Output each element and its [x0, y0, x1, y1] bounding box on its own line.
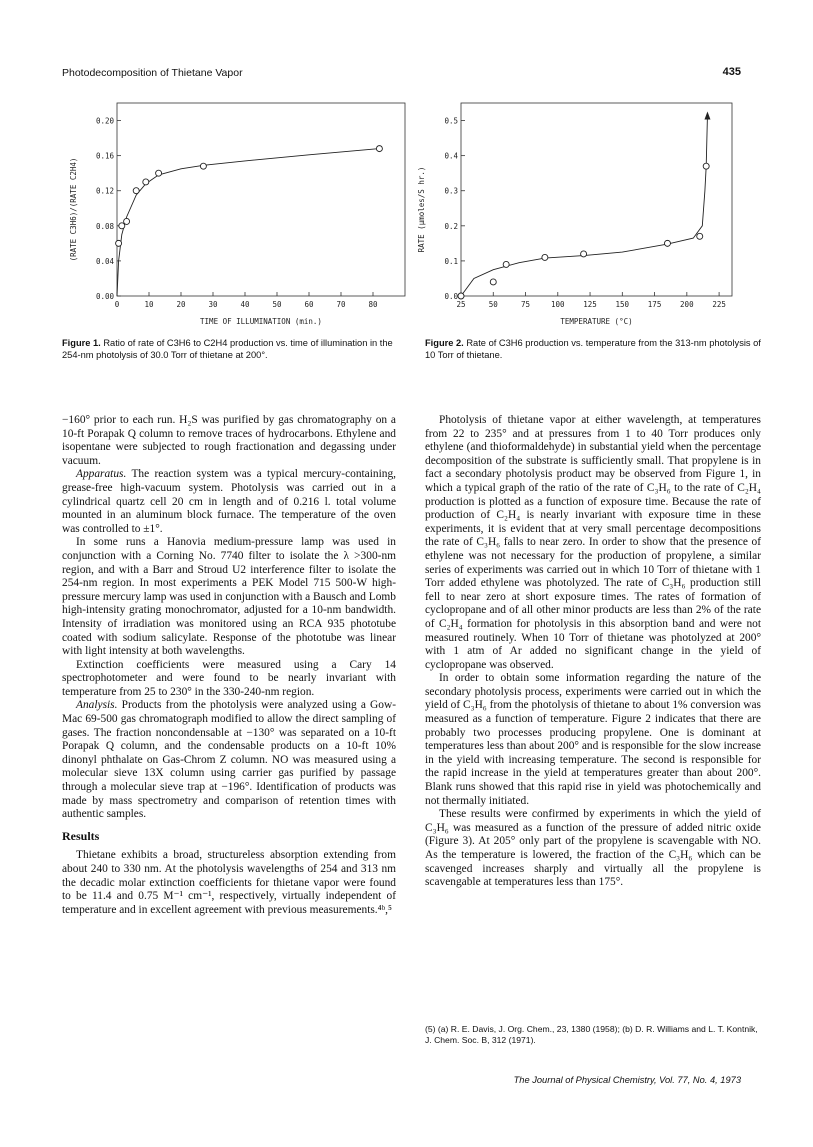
x-tick-label: 60 — [304, 300, 314, 309]
paragraph-text: The reaction system was a typical mercury-containing, grease-free high-vacuum system. Photolysis was carried out in a cylindrical quartz cell 20 cm in length and of 0.216 l. total volume mounted in an aluminum block furnace. The temperature of the oven was controlled to ±1°. — [62, 468, 396, 535]
x-tick-label: 50 — [272, 300, 282, 309]
y-tick-label: 0.4 — [444, 151, 458, 161]
x-tick-label: 70 — [336, 300, 346, 309]
data-point — [124, 218, 130, 224]
x-axis-label: TIME OF ILLUMINATION (min.) — [200, 317, 322, 326]
data-point — [697, 233, 703, 239]
x-tick-label: 80 — [368, 300, 378, 309]
x-tick-label: 0 — [114, 300, 120, 309]
x-axis-label: TEMPERATURE (°C) — [560, 317, 633, 326]
figure-2 — [410, 98, 740, 330]
y-tick-label: 0.00 — [95, 292, 114, 301]
figure-2-caption-label: Figure 2. — [425, 338, 464, 348]
data-point — [119, 223, 125, 229]
data-point — [664, 240, 670, 246]
figure-1 — [62, 98, 412, 330]
data-point — [458, 293, 464, 299]
figure-1-caption-text: Ratio of rate of C3H6 to C2H4 production vs. time of illumination in the 254-nm photolysis of 30.0 Torr of thietane at 200°. — [62, 338, 393, 360]
arrow-head — [704, 112, 710, 120]
page-number: 435 — [722, 66, 741, 78]
paragraph: −160° prior to each run. H₂S was purified by gas chromatography on a 10-ft Porapak Q column to remove traces of hydrocarbons. Ethylene and isopentane were subjected to rough fractionation and degassing under vacuum. — [62, 414, 396, 467]
y-tick-label: 0.1 — [444, 256, 458, 266]
paragraph: Thietane exhibits a broad, structureless absorption extending from about 240 to 330 nm. At the photolysis wavelengths of 254 and 313 nm the decadic molar extinction coefficients for thietane vapor were found to be 11.4 and 0.75 M⁻¹ cm⁻¹, respectively, virtually independent of temperature and in excellent agreement with previous measurements.⁴ᵇ,⁵ — [62, 849, 396, 916]
figure-1-chart — [62, 98, 412, 330]
x-tick-label: 75 — [521, 300, 531, 309]
x-tick-label: 150 — [615, 300, 630, 309]
x-tick-label: 200 — [680, 300, 694, 309]
x-tick-label: 40 — [240, 300, 250, 309]
paragraph: Extinction coefficients were measured using a Cary 14 spectrophotometer and were found to be nearly invariant with temperature from 25 to 230° in the 330-240-nm region. — [62, 658, 396, 698]
y-tick-label: 0.0 — [444, 292, 458, 301]
data-point — [376, 146, 382, 152]
running-head: Photodecomposition of Thietane Vapor — [62, 67, 243, 79]
journal-footer: The Journal of Physical Chemistry, Vol. 77, No. 4, 1973 — [513, 1075, 741, 1085]
paragraph-text: Products from the photolysis were analyzed using a Gow-Mac 69-500 gas chromatograph modified to allow the direct sampling of gases. The fraction noncondensable at −130° was separated on a 10-ft Porapak Q column, and the condensable products on a 10-ft 10% dinonyl phthalate on Gas-Chrom Z column. NO was measured using a molecular sieve 13X column using carrier gas purified by passage through a molecular sieve trap at −196°. Identification of products was made by mass spectrometry and comparison of retention times with authentic samples. — [62, 699, 396, 821]
left-column — [62, 414, 396, 917]
data-point — [542, 254, 548, 260]
figure-2-caption — [425, 338, 761, 361]
x-tick-label: 100 — [551, 300, 565, 309]
paragraph-analysis — [62, 699, 396, 821]
y-tick-label: 0.04 — [95, 256, 114, 266]
paragraph: Photolysis of thietane vapor at either wavelength, at temperatures from 22 to 235° and at pressures from 1 to 40 Torr produces only ethylene (and thioformaldehyde) in substantial yield when the percentage decomposition of the substrate is sufficiently small. That propylene is in fact a secondary photolysis product may be observed from Figure 1, in which a typical graph of the ratio of the rate of C₃H₆ to the rate of C₂H₄ production is plotted as a function of exposure time. Because the rate of production of C₂H₄ is nearly invariant with exposure time in these experiments, it is evident that at very small percentage decompositions the rate of C₃H₆ falls to near zero. In order to show that the presence of ethylene was not necessary for the production of propylene, a similar series of experiments was carried out in which 10 Torr of thietane with 1 Torr added ethylene was photolyzed. The rate of C₃H₆ production still fell to near zero at short exposure times. The rates of formation of cyclopropane and of all other minor products are less than 2% of the rate of C₂H₄ formation for photolysis in this absorption band and were not measured routinely. When 10 Torr of thietane was photolyzed at 200° with 1 atm of Ar added no significant change in the yield of cyclopropane was observed. — [425, 414, 761, 671]
data-point — [581, 251, 587, 257]
y-tick-label: 0.3 — [444, 186, 458, 196]
figure-1-caption-label: Figure 1. — [62, 338, 101, 348]
figure-2-caption-text: Rate of C3H6 production vs. temperature from the 313-nm photolysis of 10 Torr of thietane. — [425, 338, 761, 360]
x-tick-label: 175 — [647, 300, 662, 309]
plot-frame — [117, 103, 405, 296]
section-heading: Results — [62, 828, 100, 843]
y-axis-label: (RATE C3H6)/(RATE C2H4) — [69, 157, 78, 262]
paragraph: These results were confirmed by experiments in which the yield of C₃H₆ was measured as a function of the pressure of added nitric oxide (Figure 3). At 205° only part of the propylene is scavengable with NO. As the temperature is lowered, the fraction of the C₃H₆ which can be scavenged increases sharply and virtually all the propylene is scavengable at temperatures less than 175°. — [425, 808, 761, 889]
y-tick-label: 0.12 — [95, 186, 114, 196]
data-point — [133, 188, 139, 194]
data-point — [490, 279, 496, 285]
x-tick-label: 50 — [488, 300, 498, 309]
right-column — [425, 414, 761, 890]
data-point — [703, 163, 709, 169]
section-lead: Apparatus. — [76, 468, 127, 481]
paragraph: In order to obtain some information regarding the nature of the secondary photolysis process, experiments were carried out in which the yield of C₃H₆ from the photolysis of thietane to about 1% conversion was measured as a function of temperature. Figure 2 indicates that there are probably two processes producing propylene. One is dominant at temperatures less than about 200° and is responsible for the slow increase in the yield with increasing temperature. The second is responsible for the rapid increase in the yield at temperatures greater than about 200°. Blank runs showed that this rapid rise in yield was photochemically and not thermally initiated. — [425, 672, 761, 807]
y-tick-label: 0.2 — [444, 221, 458, 231]
figure-2-chart — [410, 98, 740, 330]
paragraph: In some runs a Hanovia medium-pressure lamp was used in conjunction with a Corning No. 7740 filter to isolate the λ >300-nm region, and with a Barr and Stroud U2 interference filter to isolate the 254-nm region. In most experiments a PEK Model 715 500-W high-pressure mercury lamp was used in conjunction with a Bausch and Lomb high-intensity grating monochromator, adjusted for a 10-nm bandwidth. Intensity of irradiation was monitored using an RCA 935 phototube coated with sodium salicylate. Response of the phototube was linear with light intensity at both wavelengths. — [62, 536, 396, 658]
figure-1-caption — [62, 338, 406, 361]
x-tick-label: 25 — [456, 300, 466, 309]
paragraph-apparatus — [62, 468, 396, 536]
x-tick-label: 20 — [176, 300, 186, 309]
y-axis-label: RATE (μmoles/S hr.) — [417, 166, 426, 253]
x-tick-label: 30 — [208, 300, 218, 309]
x-tick-label: 10 — [144, 300, 154, 309]
y-tick-label: 0.5 — [444, 116, 458, 126]
data-point — [143, 179, 149, 185]
x-tick-label: 125 — [583, 300, 597, 309]
y-tick-label: 0.08 — [95, 221, 114, 231]
x-tick-label: 225 — [712, 300, 726, 309]
y-tick-label: 0.20 — [95, 116, 114, 126]
y-tick-label: 0.16 — [95, 151, 114, 161]
data-point — [503, 261, 509, 267]
data-point — [116, 240, 122, 246]
section-lead: Analysis. — [76, 699, 118, 712]
data-point — [200, 163, 206, 169]
data-point — [156, 170, 162, 176]
footnote: (5) (a) R. E. Davis, J. Org. Chem., 23, 1380 (1958); (b) D. R. Williams and L. T. Kontnik, J. Chem. Soc. B, 312 (1971). — [425, 1024, 758, 1045]
fit-curve — [461, 114, 708, 297]
